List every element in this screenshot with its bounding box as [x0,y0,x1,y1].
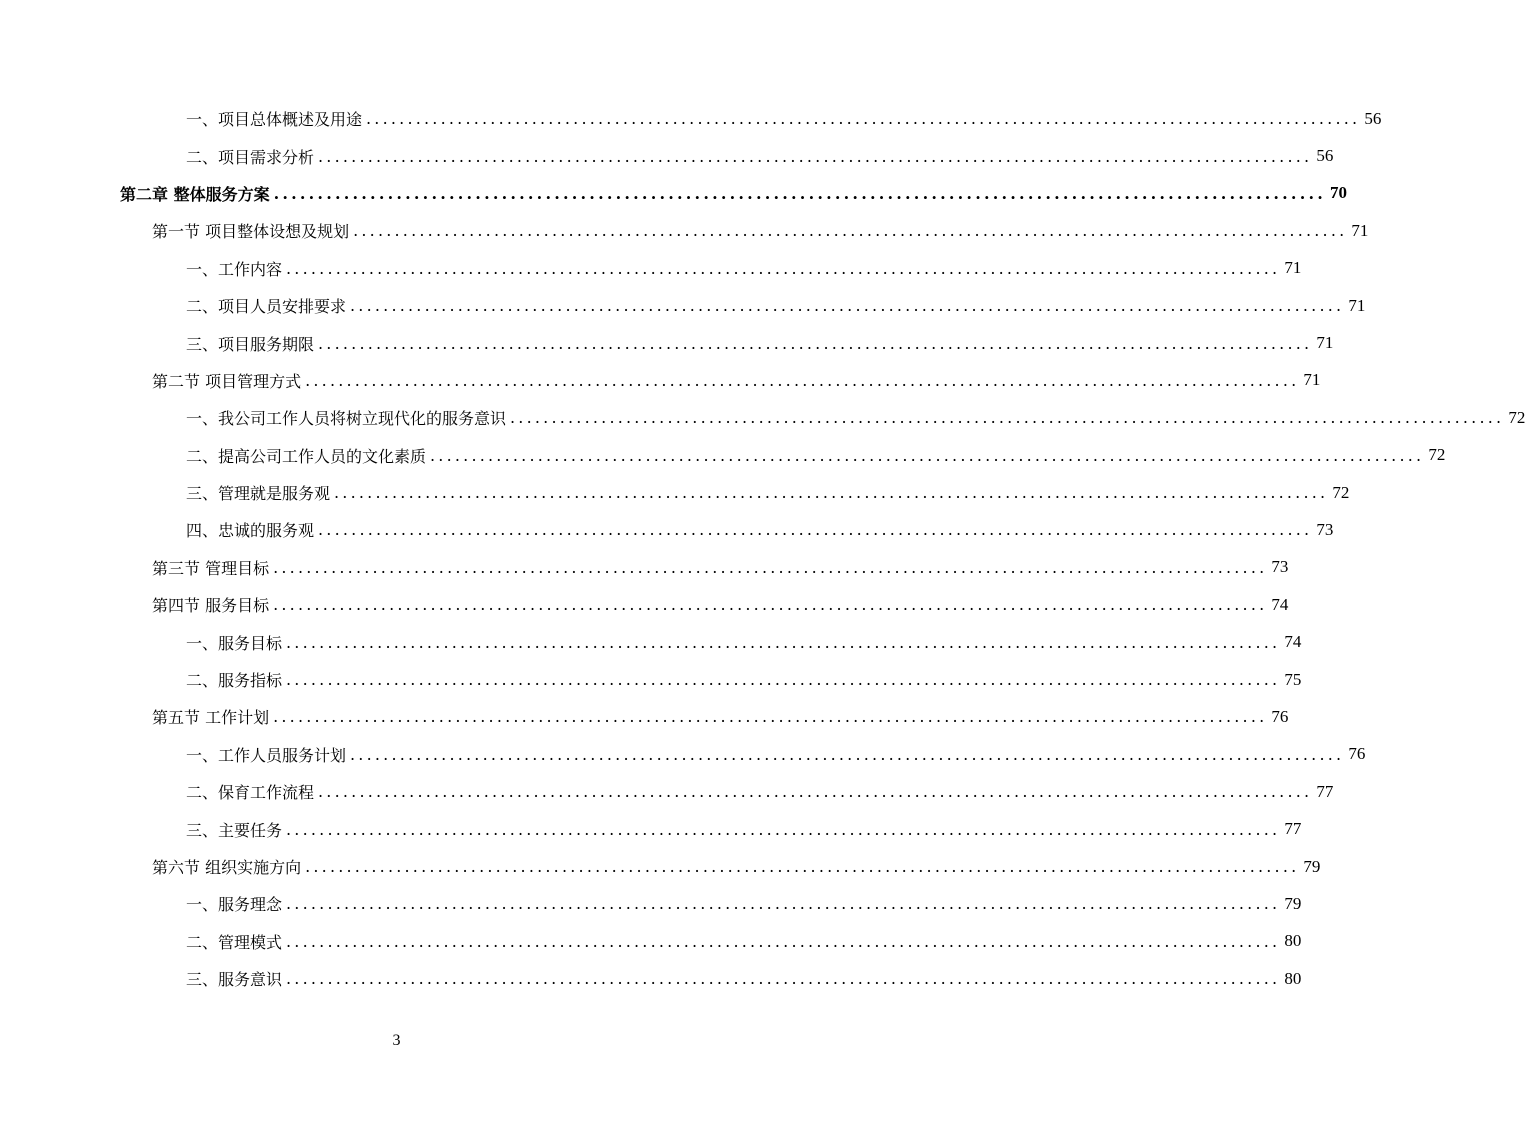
toc-section-row[interactable] [0,698,1289,735]
toc-entry-title: 第三节 管理目标 [152,558,270,578]
toc-subsection-row[interactable] [0,250,1302,287]
toc-section-row[interactable] [0,848,1321,885]
page-number: 3 [392,1032,401,1049]
toc-entry-title: 一、我公司工作人员将树立现代化的服务意识 [186,409,507,429]
toc-entry-page: 73 [1271,557,1289,577]
toc-subsection-row[interactable] [0,773,1334,810]
toc-entry-title: 二、项目需求分析 [186,147,315,167]
toc-dot-leader: ........................................................................................................................ [273,707,1268,727]
toc-subsection-row[interactable] [0,474,1350,511]
toc-subsection-row[interactable] [0,736,1366,773]
toc-entry-page: 71 [1351,220,1369,240]
toc-subsection-row[interactable] [0,661,1302,698]
toc-section-row[interactable] [0,586,1289,623]
toc-dot-leader: ........................................................................................................................ [286,819,1281,839]
toc-entry-title: 四、忠诚的服务观 [186,521,315,541]
toc-subsection-row[interactable] [0,100,1382,137]
toc-chapter-row[interactable] [0,175,1348,212]
toc-dot-leader: ........................................................................................................................ [286,931,1281,951]
toc-entry-title: 二、服务指标 [186,671,283,691]
toc-entry-page: 56 [1316,146,1334,166]
toc-entry-title: 二、项目人员安排要求 [186,297,347,317]
toc-subsection-row[interactable] [0,960,1302,997]
toc-subsection-row[interactable] [0,923,1302,960]
toc-entry-title: 第五节 工作计划 [152,708,270,728]
toc-entry-page: 76 [1271,706,1289,726]
toc-entry-title: 三、主要任务 [186,820,283,840]
toc-entry-page: 79 [1303,856,1321,876]
toc-entry-page: 77 [1316,781,1334,801]
toc-entry-title: 二、提高公司工作人员的文化素质 [186,446,427,466]
toc-dot-leader: ........................................................................................................................ [273,557,1268,577]
toc-section-row[interactable] [0,549,1289,586]
toc-entry-page: 74 [1284,632,1302,652]
toc-dot-leader: ........................................................................................................................ [510,408,1505,428]
toc-entry-page: 71 [1316,333,1334,353]
toc-entry-title: 第一节 项目整体设想及规划 [152,222,350,242]
toc-subsection-row[interactable] [0,324,1334,361]
toc-subsection-row[interactable] [0,437,1446,474]
toc-entry-page: 70 [1330,183,1348,203]
toc-dot-leader: ........................................................................................................................ [305,370,1300,390]
toc-dot-leader: ........................................................................................................................ [286,969,1281,989]
toc-entry-title: 二、保育工作流程 [186,783,315,803]
toc-entry-title: 三、管理就是服务观 [186,484,331,504]
toc-dot-leader: ........................................................................................................................ [305,857,1300,876]
toc-entry-page: 80 [1284,931,1302,951]
toc-dot-leader: ........................................................................................................................ [430,445,1425,465]
toc-entry-page: 56 [1364,108,1382,128]
toc-subsection-row[interactable] [0,810,1302,847]
toc-dot-leader: ........................................................................................................................ [366,109,1361,129]
toc-entry-page: 73 [1316,519,1334,539]
toc-dot-leader: ........................................................................................................................ [273,595,1268,615]
toc-entry-title: 第六节 组织实施方向 [152,858,302,877]
toc-subsection-row[interactable] [0,399,1525,436]
toc-dot-leader: ........................................................................................................................ [286,258,1281,278]
toc-entry-page: 75 [1284,669,1302,689]
toc-subsection-row[interactable] [0,623,1302,660]
toc-dot-leader: ........................................................................................................................ [286,894,1281,914]
toc-entry-title: 一、工作人员服务计划 [186,745,347,765]
toc-entry-title: 第二节 项目管理方式 [152,371,302,391]
toc-dot-leader: ........................................................................................................................ [350,296,1345,316]
toc-subsection-row[interactable] [0,511,1334,548]
toc-dot-leader: ........................................................................................................................ [286,670,1281,690]
toc-dot-leader: ........................................................................................................................ [273,183,1327,203]
toc-section-row[interactable] [0,212,1369,249]
toc-entry-page: 80 [1284,968,1302,988]
toc-section-row[interactable] [0,362,1321,399]
toc-entry-page: 76 [1348,744,1366,764]
toc-entry-title: 二、管理模式 [186,932,283,952]
toc-dot-leader: ........................................................................................................................ [318,333,1313,353]
toc-entry-page: 74 [1271,594,1289,614]
toc-entry-page: 72 [1508,407,1525,427]
toc-entry-page: 71 [1284,258,1302,278]
toc-entry-title: 一、服务理念 [186,895,283,915]
toc-entry-page: 72 [1332,482,1350,502]
toc-dot-leader: ........................................................................................................................ [286,632,1281,652]
toc-dot-leader: ........................................................................................................................ [318,520,1313,540]
toc-dot-leader: ........................................................................................................................ [318,146,1313,166]
table-of-contents [0,100,1525,997]
toc-entry-title: 一、服务目标 [186,633,283,653]
toc-entry-page: 77 [1284,819,1302,839]
toc-subsection-row[interactable] [0,137,1334,174]
toc-dot-leader: ........................................................................................................................ [353,221,1348,241]
toc-entry-title: 第四节 服务目标 [152,596,270,616]
toc-subsection-row[interactable] [0,287,1366,324]
toc-entry-page: 79 [1284,893,1302,913]
toc-dot-leader: ........................................................................................................................ [350,744,1345,764]
toc-dot-leader: ........................................................................................................................ [334,483,1329,503]
toc-entry-title: 一、工作内容 [186,259,283,279]
toc-dot-leader: ........................................................................................................................ [318,782,1313,802]
toc-entry-title: 三、服务意识 [186,970,283,990]
toc-entry-title: 一、项目总体概述及用途 [186,110,363,130]
toc-entry-title: 三、项目服务期限 [186,334,315,354]
toc-subsection-row[interactable] [0,885,1302,922]
toc-entry-page: 71 [1348,295,1366,315]
toc-entry-page: 72 [1428,445,1446,465]
toc-entry-title: 第二章 整体服务方案 [120,184,270,204]
toc-entry-page: 71 [1303,370,1321,390]
